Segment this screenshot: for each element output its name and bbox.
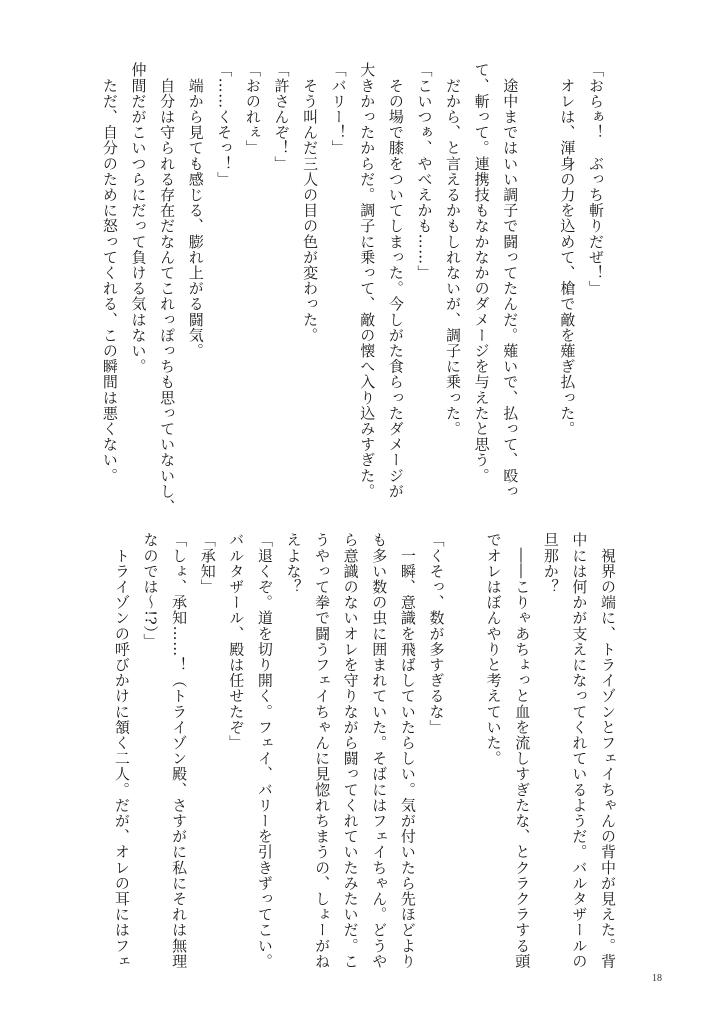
text-column: ら意識のないオレを守りながら闘ってくれていたみたいだ。こ (341, 532, 360, 969)
lower-text-block (107, 532, 622, 969)
text-column: 一瞬、意識を飛ばしていたらしい。気が付いたら先ほどより (398, 532, 417, 969)
text-column: 「おのれぇ」 (243, 62, 262, 156)
text-column: 「バリー！」 (329, 62, 348, 156)
text-column: うやって拳で闘うフェイちゃんに見惚れちまうの、しょーがね (313, 532, 332, 969)
text-column: 「おらぁ！ ぶっち斬りだぜ！」 (587, 62, 605, 296)
page-number: 18 (652, 973, 662, 984)
upper-text-block (95, 62, 610, 515)
text-column: そう叫んだ三人の目の色が変わった。 (301, 62, 320, 343)
text-column: 「しょ、承知……！（トライゾン殿、さすがに私にそれは無理 (170, 532, 189, 969)
text-column: なのでは～!?）」 (141, 532, 160, 649)
text-column: 「許さんぞ！」 (272, 62, 291, 172)
text-column: でオレはぼんやりと考えていた。 (484, 532, 503, 766)
text-column (524, 62, 553, 492)
text-column: 仲間だがこいつらにだって負ける気はない。 (129, 62, 148, 374)
text-column: も多い数の虫に囲まれていた。そばにはフェイちゃん。どうや (370, 532, 389, 969)
text-column: えよな？ (284, 532, 303, 595)
text-column: 旦那か？ (541, 532, 560, 595)
text-column: トライゾンの呼びかけに頷く二人。だが、オレの耳にはフェ (112, 532, 131, 969)
text-column: バルタザール、殿は任せたぞ」 (227, 532, 246, 751)
text-column: オレは、渾身の力を込めて、槍で敵を薙ぎ払った。 (558, 62, 577, 437)
text-column: 大きかったからだ。調子に乗って、敵の懐へ入り込みすぎた。 (358, 62, 377, 499)
text-column: 自分は守られる存在だなんてこれっぽっちも思っていないし、 (158, 62, 177, 515)
text-column: 「承知」 (198, 532, 217, 595)
text-column: その場で膝をついてしまった。今しがた食らったダメージが (386, 62, 405, 499)
text-column: 途中まではいい調子で闘ってたんだ。薙いで、払って、殴っ (501, 62, 520, 499)
text-column: 「……くそっ！」 (215, 62, 234, 187)
text-column: だから、と言えるかもしれないが、調子に乗った。 (444, 62, 463, 437)
text-column: 「くそっ、数が多すぎるな」 (427, 532, 446, 735)
text-column (450, 532, 479, 952)
text-column: て、斬って。連携技もなかなかのダメージを与えたと思う。 (472, 62, 491, 484)
text-column: 「こいつぁ、やべえかも……」 (415, 62, 434, 281)
text-column: 端から見ても感じる、膨れ上がる闘気。 (186, 62, 205, 359)
text-column: ただ、自分のために怒ってくれる、この瞬間は悪くない。 (100, 62, 119, 484)
text-column: 「退くぞ。道を切り開く。フェイ、バリーを引きずってこい。 (255, 532, 274, 969)
text-column: 中には何かが支えになってくれているようだ。バルタザールの (570, 532, 589, 969)
text-column: ――こりゃあちょっと血を流しすぎたな、とクラクラする頭 (513, 532, 532, 969)
text-column: 視界の端に、トライゾンとフェイちゃんの背中が見えた。背 (599, 532, 617, 969)
